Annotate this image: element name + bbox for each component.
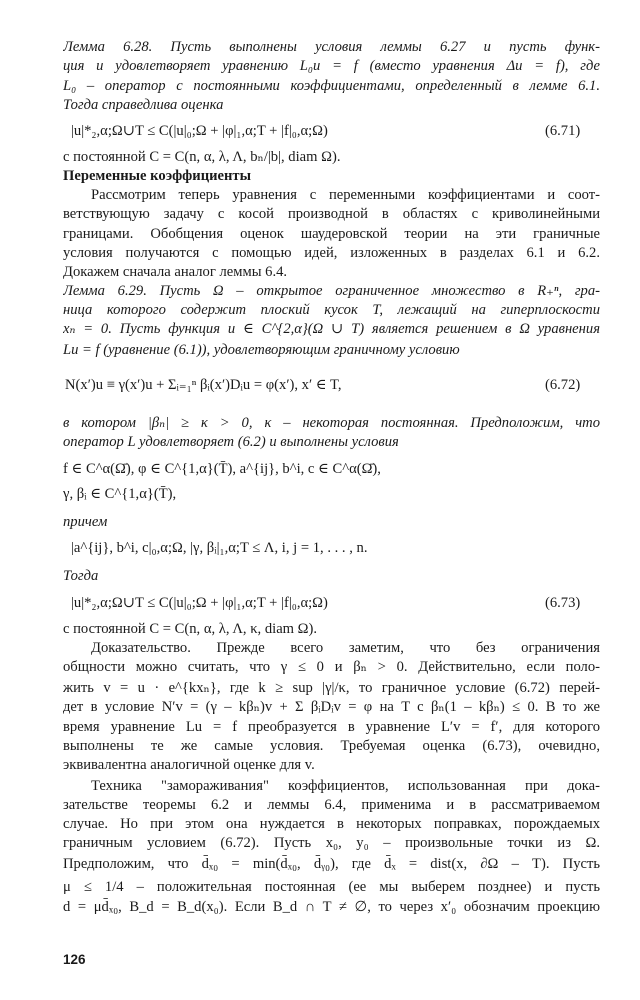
text-line: Тогда [63,568,99,584]
text-line: Доказательство. Прежде всего заметим, что без ограничения [91,640,600,656]
equation-6-73: |u|*₂,α;Ω∪T ≤ C(|u|₀;Ω + |φ|₁,α;T + |f|₀,α;Ω) [71,595,328,611]
text-line: причем [63,514,108,530]
text-line: с постоянной C = C(n, α, λ, Λ, bₙ/|b|, diam Ω). [63,149,341,165]
text-line: Докажем сначала аналог леммы 6.4. [63,264,288,280]
condition-line: γ, βᵢ ∈ C^{1,α}(T̄), [63,486,177,502]
text-line: условия получаются с помощью идей, изложенных в разделах 6.1 и 6.2. [63,245,600,261]
text-line: Предположим, что d̄ₓ₀ = min(d̄ₓ₀, d̄ᵧ₀), где d̄ₓ = dist(x, ∂Ω – T). Пусть [63,856,600,872]
equation-number: (6.72) [545,377,581,393]
equation-number: (6.71) [545,123,581,139]
text-line: L₀ – оператор с постоянными коэффициентами, определенный в лемме 6.1. [63,78,600,94]
text-line: выполнены те же самые условия. Требуемая оценка (6.73), очевидно, [63,738,600,754]
text-line: ница которого содержит плоский кусок T, лежащий на гиперплоскости [63,302,600,318]
text-line: Рассмотрим теперь уравнения с переменными коэффициентами и соот- [91,187,600,203]
text-line: дет в условие N′v = (γ – kβₙ)v + Σ βᵢDᵢv = φ на T с βₙ(1 – kβₙ) ≤ 0. В то же [63,699,600,715]
text-line: μ ≤ 1/4 – положительная постоянная (ее мы выберем позднее) и пусть [63,879,600,895]
text-line: время уравнение Lu = f преобразуется в уравнение L′v = f′, для которого [63,719,600,735]
equation-6-72: N(x′)u ≡ γ(x′)u + Σᵢ₌₁ⁿ βᵢ(x′)Dᵢu = φ(x′), x′ ∈ T, [65,377,342,393]
text-line: в котором |βₙ| ≥ κ > 0, κ – некоторая постоянная. Предположим, что [63,415,600,431]
text-line: оператор L удовлетворяет (6.2) и выполнены условия [63,434,399,450]
text-line: общности можно считать, что γ ≤ 0 и βₙ > 0. Действительно, если поло- [63,659,600,675]
page-number: 126 [63,952,86,967]
text-line: эквивалентна аналогичной оценке для v. [63,757,315,773]
equation-6-71: |u|*₂,α;Ω∪T ≤ C(|u|₀;Ω + |φ|₁,α;T + |f|₀,α;Ω) [71,123,328,139]
text-line: Лемма 6.29. Пусть Ω – открытое ограниченное множество в R₊ⁿ, гра- [63,283,600,299]
text-line: жить v = u · e^{kxₙ}, где k ≥ sup |γ|/κ, то граничное условие (6.72) перей- [63,680,600,696]
text-line: d = μd̄ₓ₀, B_d = B_d(x₀). Если B_d ∩ T ≠ ∅, то через x′₀ обозначим проекцию [63,899,600,915]
text-line: xₙ = 0. Пусть функция u ∈ C^{2,α}(Ω ∪ T) является решением в Ω уравнения [63,321,600,337]
text-line: зательстве теоремы 6.2 и леммы 6.4, применима и в рассматриваемом [63,797,600,813]
text-line: Тогда справедлива оценка [63,97,224,113]
section-heading: Переменные коэффициенты [63,168,251,184]
text-line: Техника "замораживания" коэффициентов, использованная при дока- [91,778,600,794]
text-line: границами. Обобщения оценок шаудеровской теории на эти граничные [63,226,600,242]
text-line: ветствующую задачу с косой производной в областях с криволинейными [63,206,600,222]
condition-line: |a^{ij}, b^i, c|₀,α;Ω, |γ, βᵢ|₁,α;T ≤ Λ, i, j = 1, . . . , n. [71,540,368,556]
text-line: с постоянной C = C(n, α, λ, Λ, κ, diam Ω). [63,621,318,637]
text-line: Lu = f (уравнение (6.1)), удовлетворяющим граничному условию [63,342,460,358]
equation-number: (6.73) [545,595,581,611]
text-line: граничным условием (6.72). Пусть x₀, y₀ – произвольные точки из Ω. [63,835,600,851]
condition-line: f ∈ C^α(Ω̄), φ ∈ C^{1,α}(T̄), a^{ij}, b^i, c ∈ C^α(Ω̄), [63,461,381,477]
text-line: случае. Но при этом она нуждается в некоторых поправках, порождаемых [63,816,600,832]
text-line: ция u удовлетворяет уравнению L₀u = f (вместо уравнения Δu = f), где [63,58,600,74]
text-line: Лемма 6.28. Пусть выполнены условия леммы 6.27 и пусть функ- [63,39,600,55]
